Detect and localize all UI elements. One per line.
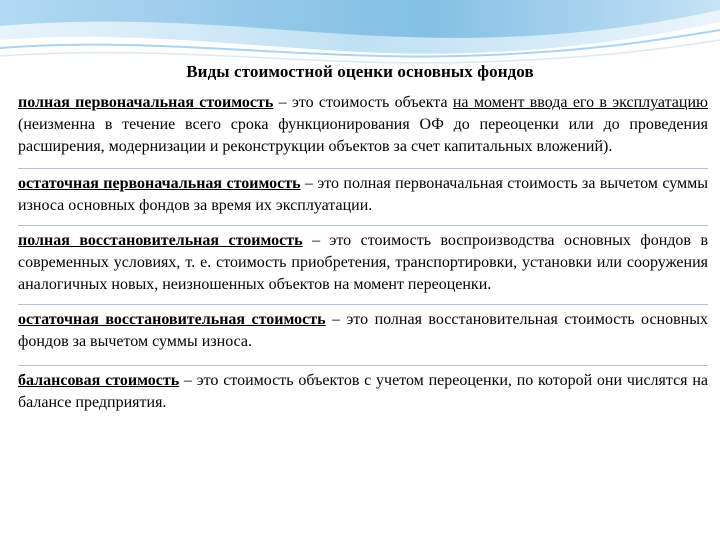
definition-residual-replacement-cost	[18, 304, 708, 353]
slide-title: Виды стоимостной оценки основных фондов	[186, 62, 534, 81]
definition-text: – это стоимость объекта	[273, 94, 453, 111]
definition-text: – это полная восстановительная стоимость основных фондов за вычетом суммы износа.	[18, 311, 708, 350]
definition-book-value	[18, 365, 708, 414]
definitions-list	[18, 92, 708, 414]
definition-text: – это стоимость объектов с учетом переоценки, по которой они числятся на балансе предприятия.	[18, 372, 708, 411]
definition-text: (неизменна в течение всего срока функционирования ОФ до переоценки или до проведения расширения, модернизации и реконструкции объектов за счет капитальных вложений).	[18, 116, 708, 155]
definition-residual-original-cost	[18, 168, 708, 217]
definition-text: – это стоимость воспроизводства основных фондов в современных условиях, т. е. стоимость приобретения, транспортировки, установки или сооружения аналогичных новых, неизношенных объектов на момент переоценки.	[18, 232, 709, 293]
definition-full-replacement-cost	[18, 225, 708, 296]
definition-term: остаточная восстановительная стоимость	[18, 311, 326, 328]
definition-term: полная первоначальная стоимость	[18, 94, 274, 111]
definition-underlined-phrase: на момент ввода его в эксплуатацию	[452, 94, 708, 111]
definition-text: – это полная первоначальная стоимость за вычетом суммы износа основных фондов за время их эксплуатации.	[18, 175, 708, 214]
definition-full-original-cost	[18, 92, 708, 158]
definition-term: балансовая стоимость	[18, 372, 180, 389]
definition-term: остаточная первоначальная стоимость	[18, 175, 301, 192]
definition-term: полная восстановительная стоимость	[18, 232, 303, 249]
